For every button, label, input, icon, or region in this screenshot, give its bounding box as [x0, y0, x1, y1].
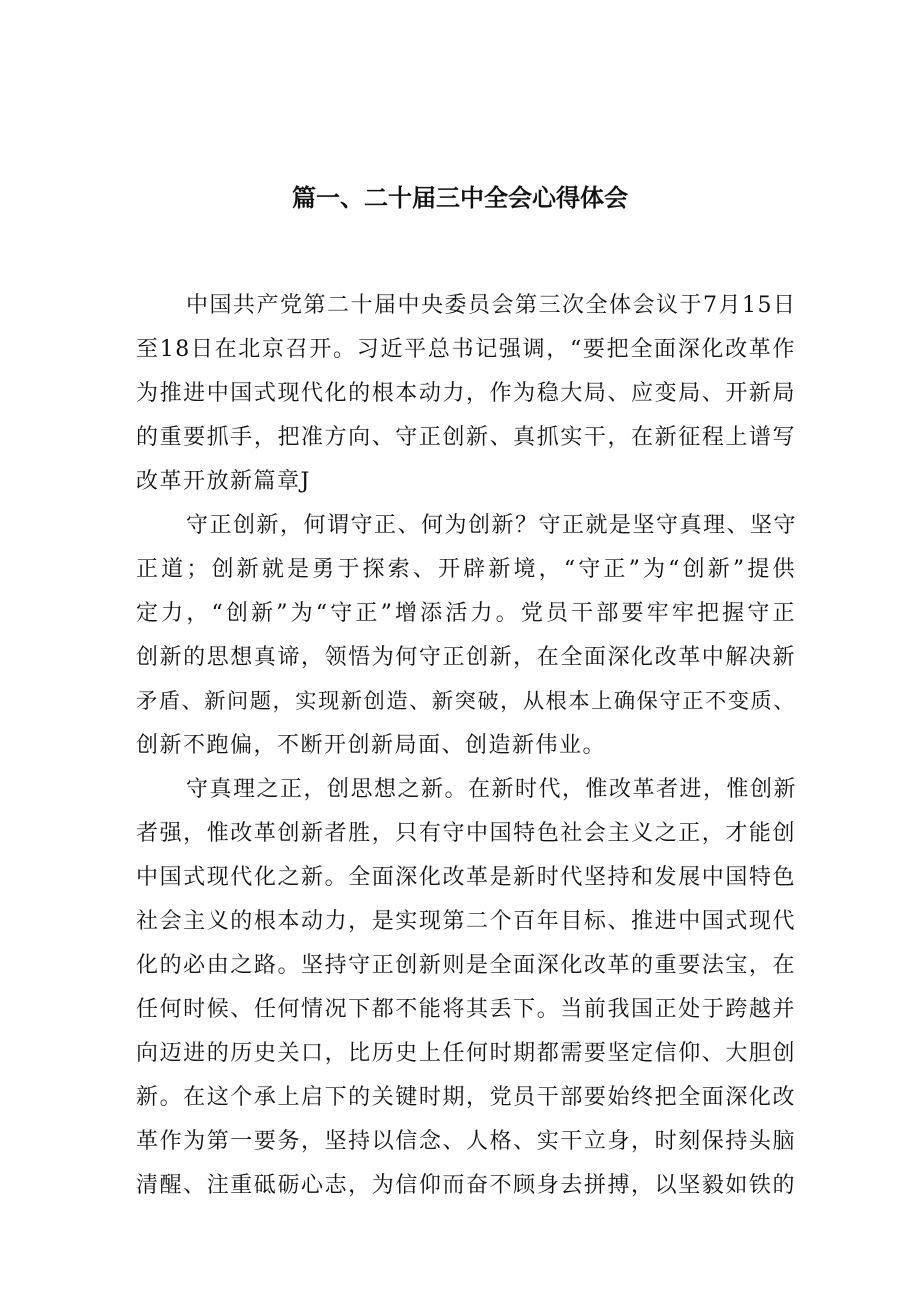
text-line: 为推进中国式现代化的根本动力，作为稳大局、应变局、开新局 — [136, 381, 796, 406]
text-line: 矛盾、新问题，实现新创造、新突破，从根本上确保守正不变质、 — [136, 689, 796, 714]
text-line: 的重要抓手，把准方向、守正创新、真抓实干，在新征程上谱写 — [136, 425, 796, 450]
text-line: 定力，“创新”为“守正”增添活力。党员干部要牢牢把握守正 — [136, 601, 796, 626]
text-line: 者强，惟改革创新者胜，只有守中国特色社会主义之正，才能创 — [136, 821, 796, 846]
text-line: 革作为第一要务，坚持以信念、人格、实干立身，时刻保持头脑 — [136, 1129, 796, 1154]
text-line: 正道；创新就是勇于探索、开辟新境，“守正”为“创新”提供 — [136, 557, 796, 582]
text-line: 向迈进的历史关口，比历史上任何时期都需要坚定信仰、大胆创 — [136, 1041, 796, 1066]
text-line: 清醒、注重砥砺心志，为信仰而奋不顾身去拼搏，以坚毅如铁的 — [136, 1173, 796, 1198]
document-title: 篇一、二十届三中全会心得体会 — [292, 184, 628, 212]
text-line: 创新不跑偏，不断开创新局面、创造新伟业。 — [136, 733, 607, 758]
text-line: 守正创新，何谓守正、何为创新？守正就是坚守真理、坚守 — [186, 513, 798, 538]
text-line: 社会主义的根本动力，是实现第二个百年目标、推进中国式现代 — [136, 909, 796, 934]
text-line: 改革开放新篇章J — [136, 469, 311, 494]
text-line: 新。在这个承上启下的关键时期，党员干部要始终把全面深化改 — [136, 1085, 796, 1110]
paragraph-2 — [136, 504, 796, 768]
paragraph-3 — [136, 768, 796, 1208]
document-body — [136, 284, 796, 1208]
text-line: 中国共产党第二十届中央委员会第三次全体会议于7月15日 — [186, 293, 797, 318]
text-line: 守真理之正，创思想之新。在新时代，惟改革者进，惟创新 — [186, 777, 798, 802]
text-line: 至18日在北京召开。习近平总书记强调，“要把全面深化改革作 — [136, 337, 796, 362]
text-line: 化的必由之路。坚持守正创新则是全面深化改革的重要法宝，在 — [136, 953, 796, 978]
text-line: 创新的思想真谛，领悟为何守正创新，在全面深化改革中解决新 — [136, 645, 796, 670]
text-line: 任何时候、任何情况下都不能将其丢下。当前我国正处于跨越并 — [136, 997, 796, 1022]
paragraph-1 — [136, 284, 796, 504]
text-line: 中国式现代化之新。全面深化改革是新时代坚持和发展中国特色 — [136, 865, 796, 890]
